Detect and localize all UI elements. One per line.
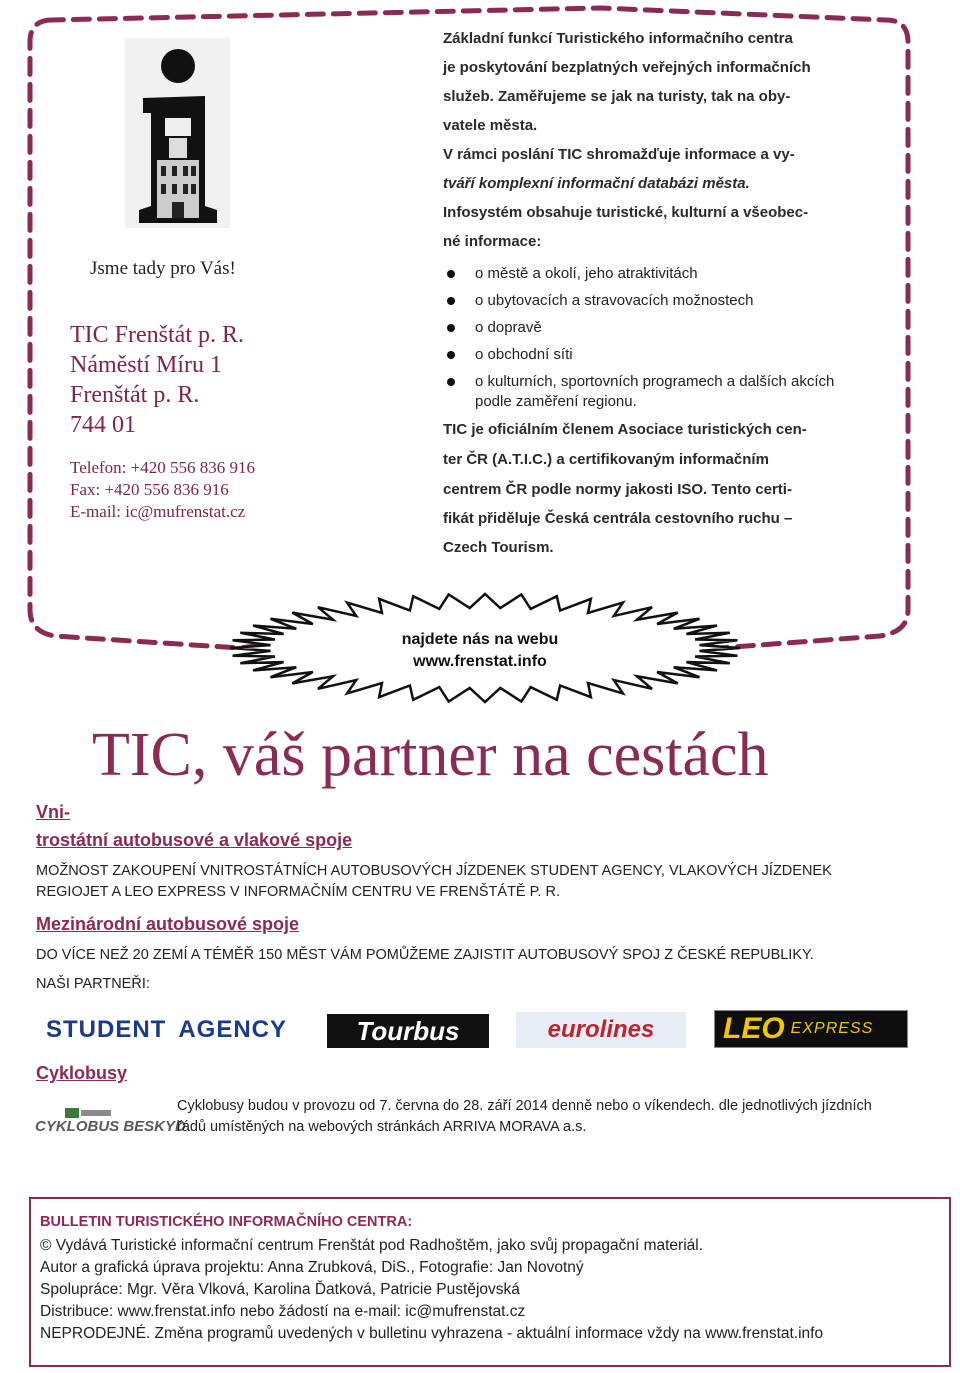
student-agency-word: STUDENT bbox=[46, 1016, 167, 1043]
cyklobusy-text: řádů umístěných na webových stránkách ARRIVA MORAVA a.s. bbox=[177, 1119, 587, 1135]
intro-line: vatele města. bbox=[443, 117, 538, 134]
international-text: DO VÍCE NEŽ 20 ZEMÍ A TÉMĚŘ 150 MĚST VÁM POMŮŽEME ZAJISTIT AUTOBUSOVÝ SPOJ Z ČESKÉ REPUBLIKY. bbox=[36, 947, 814, 963]
bullet-icon bbox=[447, 351, 455, 359]
footer-line: Distribuce: www.frenstat.info nebo žádostí na e-mail: ic@mufrenstat.cz bbox=[40, 1303, 526, 1320]
phone: Telefon: +420 556 836 916 bbox=[70, 458, 255, 477]
domestic-heading-part2[interactable]: trostátní autobusové a vlakové spoje bbox=[36, 830, 353, 850]
city: Frenštát p. R. bbox=[70, 382, 200, 408]
student-agency-word: AGENCY bbox=[178, 1016, 288, 1043]
fax: Fax: +420 556 836 916 bbox=[70, 480, 229, 499]
cyklobus-beskyd-logo bbox=[35, 1108, 186, 1140]
list-item: o dopravě bbox=[443, 318, 863, 338]
intro-line: je poskytování bezplatných veřejných informačních bbox=[443, 59, 811, 76]
domestic-heading-part1[interactable]: Vni- bbox=[36, 802, 70, 822]
eurolines-word: eurolines bbox=[547, 1016, 655, 1043]
cyklobusy-heading[interactable]: Cyklobusy bbox=[36, 1063, 128, 1083]
bullet-icon bbox=[447, 270, 455, 278]
closing-line: ter ČR (A.T.I.C.) a certifikovaným informačním bbox=[443, 451, 769, 468]
info-bullet-list bbox=[443, 264, 863, 419]
domestic-text: REGIOJET A LEO EXPRESS V INFORMAČNÍM CENTRU VE FRENŠTÁTĚ P. R. bbox=[36, 884, 560, 900]
international-heading[interactable]: Mezinárodní autobusové spoje bbox=[36, 914, 300, 934]
intro-line: tváří komplexní informační databázi města. bbox=[443, 175, 750, 192]
intro-line: Základní funkcí Turistického informačního centra bbox=[443, 30, 793, 47]
bullet-icon bbox=[447, 297, 455, 305]
street-address: Náměstí Míru 1 bbox=[70, 352, 222, 378]
intro-line: služeb. Zaměřujeme se jak na turisty, tak na oby- bbox=[443, 88, 791, 105]
list-item: o ubytovacích a stravovacích možnostech bbox=[443, 291, 863, 311]
cyklobus-logo-text: CYKLOBUS BESKYD bbox=[35, 1118, 186, 1135]
closing-line: fikát přiděluje Česká centrála cestovního ruchu – bbox=[443, 510, 793, 527]
footer-line: © Vydává Turistické informační centrum Frenštát pod Radhoštěm, jako svůj propagační materiál. bbox=[40, 1237, 704, 1254]
email: E-mail: ic@mufrenstat.cz bbox=[70, 502, 246, 521]
tic-name: TIC Frenštát p. R. bbox=[70, 322, 244, 348]
intro-line: V rámci poslání TIC shromažďuje informace a vy- bbox=[443, 146, 795, 163]
page-title: TIC, váš partner na cestách bbox=[92, 721, 769, 789]
list-item: o kulturních, sportovních programech a dalších akcích podle zaměření regionu. bbox=[443, 372, 863, 412]
tourbus-logo bbox=[327, 1014, 489, 1048]
tourbus-word: Tourbus bbox=[356, 1015, 460, 1046]
footer-line: NEPRODEJNÉ. Změna programů uvedených v bulletinu vyhrazena - aktuální informace vždy na www.frenstat.info bbox=[40, 1325, 824, 1342]
zip-code: 744 01 bbox=[70, 412, 136, 438]
eurolines-logo bbox=[516, 1012, 686, 1048]
intro-line: né informace: bbox=[443, 233, 542, 250]
info-logo bbox=[125, 38, 230, 228]
list-item: o městě a okolí, jeho atraktivitách bbox=[443, 264, 863, 284]
web-url[interactable]: www.frenstat.info bbox=[413, 653, 547, 670]
web-label: najdete nás na webu bbox=[401, 631, 559, 648]
express-word: EXPRESS bbox=[790, 1020, 874, 1037]
leo-express-logo bbox=[714, 1010, 908, 1048]
footer-line: Spolupráce: Mgr. Věra Vlková, Karolina Ďatková, Patricie Pustějovská bbox=[40, 1281, 520, 1298]
footer-line: Autor a grafická úprava projektu: Anna Zrubková, DiS., Fotografie: Jan Novotný bbox=[40, 1259, 584, 1276]
leo-word: LEO bbox=[723, 1012, 785, 1045]
domestic-text: MOŽNOST ZAKOUPENÍ VNITROSTÁTNÍCH AUTOBUSOVÝCH JÍZDENEK STUDENT AGENCY, VLAKOVÝCH JÍZDENEK bbox=[36, 863, 832, 879]
list-item: o obchodní síti bbox=[443, 345, 863, 365]
intro-line: Infosystém obsahuje turistické, kulturní a všeobec- bbox=[443, 204, 809, 221]
partners-label: NAŠI PARTNEŘI: bbox=[36, 976, 150, 992]
bullet-icon bbox=[447, 324, 455, 332]
closing-line: Czech Tourism. bbox=[443, 539, 554, 556]
bullet-icon bbox=[447, 378, 455, 386]
web-callout[interactable] bbox=[375, 629, 585, 673]
student-agency-logo bbox=[40, 1013, 288, 1047]
footer-heading: BULLETIN TURISTICKÉHO INFORMAČNÍHO CENTRA: bbox=[40, 1214, 413, 1230]
cyklobusy-text: Cyklobusy budou v provozu od 7. června do 28. září 2014 denně nebo o víkendech. dle jednotlivých jízdních bbox=[177, 1098, 872, 1114]
closing-line: TIC je oficiálním členem Asociace turistických cen- bbox=[443, 421, 807, 438]
closing-line: centrem ČR podle normy jakosti ISO. Tento certi- bbox=[443, 481, 792, 498]
contact-heading: Jsme tady pro Vás! bbox=[90, 258, 236, 279]
